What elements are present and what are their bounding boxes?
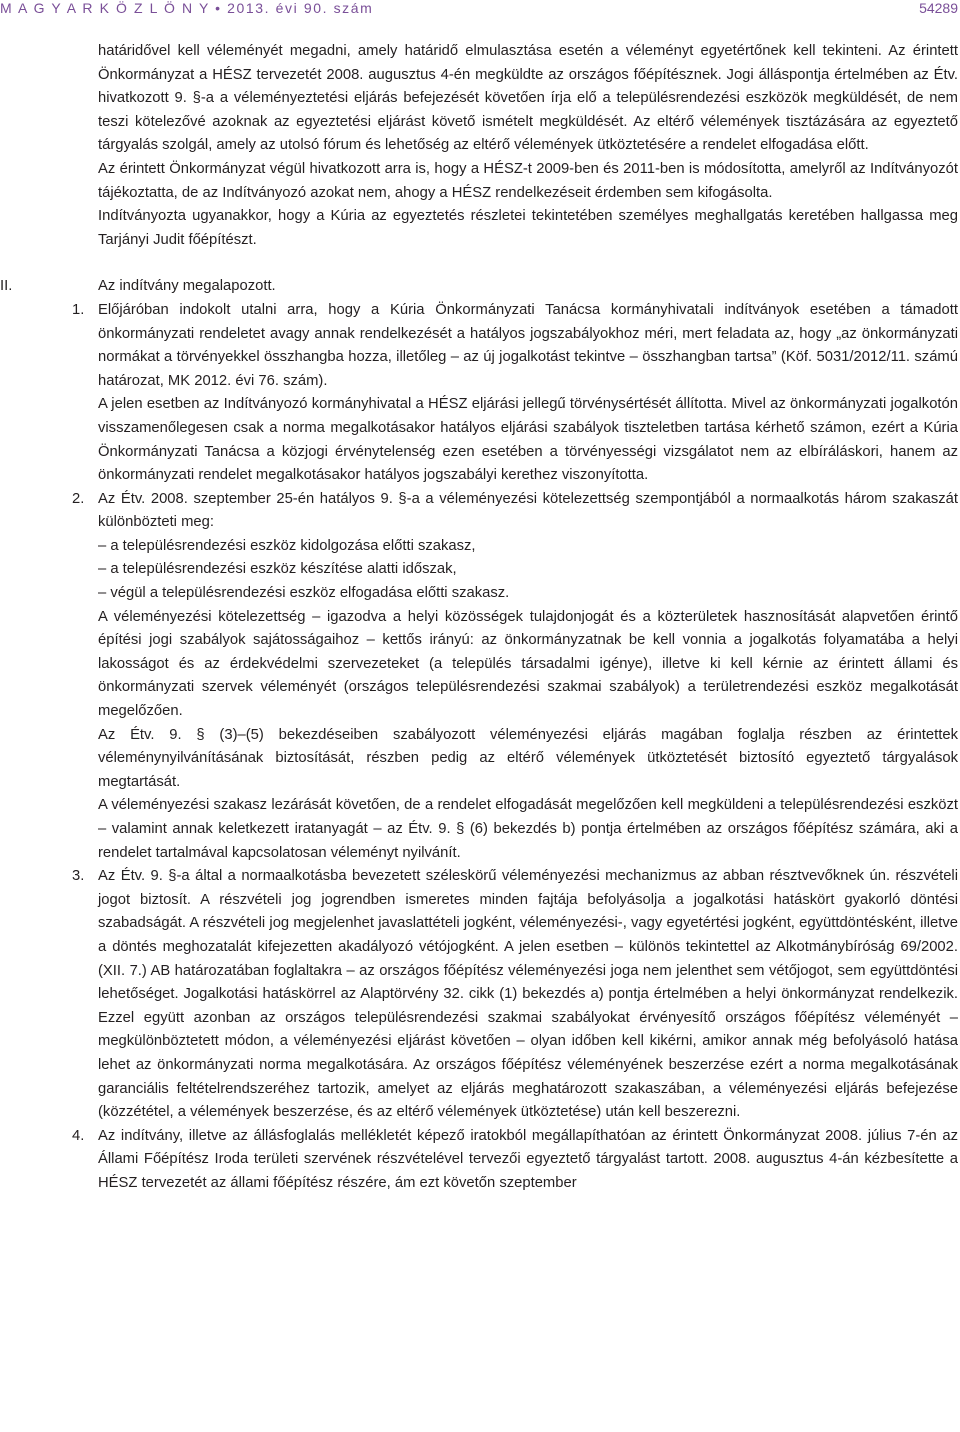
item-number: 3. [72, 868, 85, 885]
section-title: Az indítvány megalapozott. [98, 278, 276, 295]
dash-list-item: – a településrendezési eszköz készítése alatti időszak, [98, 561, 457, 578]
page-header [0, 0, 960, 14]
numbered-item [72, 299, 958, 488]
paragraph: A véleményezési kötelezettség – igazodva a helyi közösségek tulajdonjogát és a közterületek hasznosítását alapvetően érintő építési jogi szabályok sajátosságaihoz – kettős irányú: az önkormányzatnak be kell vonnia a jogalkotás folyamatába a helyi lakosságot és az érdekvédelmi szervezeteket (a település társadalmi igénye), illetve ki kell kérnie az érintett állami és önkormányzati szervek véleményét (országos településrendezési szakmai szabályok) a területrendezési eszköz megalkotását megelőzően. [98, 608, 958, 720]
item-number: 1. [72, 301, 85, 318]
paragraph: Indítványozta ugyanakkor, hogy a Kúria az egyeztetés részletei tekintetében személyes meghallgatás keretében hallgassa meg Tarjányi Judit főépítészt. [98, 208, 958, 248]
paragraph: A véleményezési szakasz lezárását követően, de a rendelet elfogadását megelőzően kell megküldeni a településrendezési eszközt – valamint annak keletkezett iratanyagát – az Étv. 9. § (6) bekezdés b) pontja értelmében az országos főépítész számára, aki a rendelet tartalmával kapcsolatosan véleményt nyilvánít. [98, 797, 958, 861]
dash-list-item: – végül a településrendezési eszköz elfogadása előtti szakasz. [98, 585, 510, 602]
dash-list-item: – a településrendezési eszköz kidolgozása előtti szakasz, [98, 537, 476, 554]
paragraph: Az Étv. 9. §-a által a normaalkotásba bevezetett széleskörű véleményezési mechanizmus az abban résztvevőknek ún. részvételi jogot biztosít. A részvételi jog jogrendben ismeretes minden fajtája befolyásolja a jogalkotási hatáskört gyakorló döntési szabadságát. A részvételi jog megjelenhet javaslattételi jogként, véleményezési-, vagy egyetértési jogként, együttdöntésként, illetve a döntés meghozatalát kifejezetten akadályozó vétójogként. A jelen esetben – különös tekintettel az Alkotmánybíróság 69/2002. (XII. 7.) AB határozatában foglaltakra – az országos főépítész véleményezési joga nem jelenthet sem vétőjogot, sem együttdöntési lehetőséget. Jogalkotási hatáskörrel az Alaptörvény 32. cikk (1) bekezdés a) pontja értelmében a helyi önkormányzat rendelkezik. Ezzel együtt azonban az országos településrendezési szakmai szabályokat érvényesítő országos főépítész véleményét – megkülönböztetett módon, a véleményezési eljárást követően – olyan időben kell kikérni, amikor annak még befolyásoló hatása lehet az önkormányzati norma megalkotására. Az országos főépítész véleményének beszerzése ezért a norma megalkotásának garanciális feltételrendszeréhez tartozik, amelyet az eljárás meghatározott szakaszában, a véleményezési eljárás befejezése (közzététel, a vélemények beszerzése, és az eltérő vélemények ütköztetése) után kell beszerezni. [98, 868, 958, 1121]
journal-title: M A G Y A R K Ö Z L Ö N Y • 2013. évi 90. szám [0, 0, 374, 16]
numbered-item [72, 488, 958, 866]
section-number: II. [0, 278, 13, 295]
numbered-item [72, 865, 958, 1125]
paragraph: Az érintett Önkormányzat végül hivatkozott arra is, hogy a HÉSZ-t 2009-ben és 2011-ben is módosította, amelyről az Indítványozót tájékoztatta, de az Indítványozó azokat nem, ahogy a HÉSZ rendelkezéseit érdemben sem kifogásolta. [98, 160, 958, 201]
paragraph: Az Étv. 9. § (3)–(5) bekezdéseiben szabályozott véleményezési eljárás magában foglalja részben az érintettek véleménynyilvánításának biztosítását, részben pedig az eltérő vélemények ütköztetését biztosító egyeztető tárgyalások megtartását. [98, 726, 958, 790]
paragraph: Az Étv. 2008. szeptember 25-én hatályos 9. §-a a véleményezési kötelezettség szempontjából a normaalkotás három szakaszát különbözteti meg: [98, 490, 958, 531]
paragraph: Előjáróban indokolt utalni arra, hogy a Kúria Önkormányzati Tanácsa kormányhivatali indítványok esetében a támadott önkormányzati rendeletet avagy annak rendelkezését a hatályos jogszabályokhoz méri, mert feladata az, hogy „az önkormányzati normákat a törvényekkel összhangba hozza, illetőleg – az új jogalkotást tekintve – összhangban tartsa” (Köf. 5031/2012/11. számú határozat, MK 2012. évi 76. szám). [98, 301, 958, 389]
paragraph: A jelen esetben az Indítványozó kormányhivatal a HÉSZ eljárási jellegű törvénysértését állította. Mivel az önkormányzati jogalkotón visszamenőlegesen csak a norma megalkotásakor hatályos eljárási szabályok tiszteletben tartása kérhető számon, ezért a Kúria Önkormányzati Tanácsa a közjogi érvénytelenség ezen esetében a törvényességi vizsgálatot nem az elbíráláskori, hanem az önkormányzati rendelet megalkotásakor hatályos jogszabályi kerethez viszonyította. [98, 396, 958, 484]
item-number: 2. [72, 490, 85, 507]
item-number: 4. [72, 1127, 85, 1144]
document-body [0, 40, 958, 1196]
numbered-item [72, 1125, 958, 1196]
page-number: 54289 [919, 0, 958, 16]
paragraph: határidővel kell véleményét megadni, amely határidő elmulasztása esetén a véleményt egyetértőnek kell tekinteni. Az érintett Önkormányzat a HÉSZ tervezetét 2008. augusztus 4-én megküldte az országos főépítésznek. Jogi álláspontja értelmében az Étv. hivatkozott 9. §-a a véleményeztetési eljárás befejezését követően írja elő a településrendezési eszközök megküldését, de nem teszi kötelezővé azoknak az egyeztetési eljárást követő ismételt megküldését. Az eltérő vélemények tisztázására az egyeztető tárgyalás szolgál, amely az utolsó fórum és lehetőség az eltérő vélemények ütköztetésére a rendelet elfogadása előtt. [98, 43, 958, 154]
paragraph: Az indítvány, illetve az állásfoglalás mellékletét képező iratokból megállapíthatóan az érintett Önkormányzat 2008. július 7-én az Állami Főépítész Iroda területi szervének részvételével tervezői egyeztető tárgyalást tartott. 2008. augusztus 4-án kézbesítette a HÉSZ tervezetét az állami főépítész részére, ám ezt követőn szeptember [98, 1127, 958, 1191]
section-heading [0, 275, 958, 299]
